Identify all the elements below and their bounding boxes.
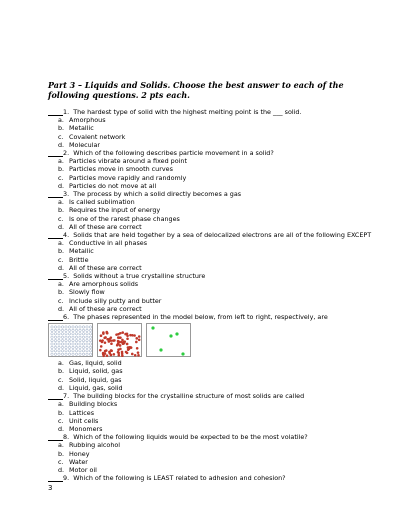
option: c. Brittle bbox=[58, 255, 89, 264]
particle bbox=[61, 333, 63, 335]
particle bbox=[108, 351, 111, 354]
particle bbox=[135, 341, 138, 344]
particle bbox=[89, 340, 91, 342]
answer-blank[interactable] bbox=[48, 109, 63, 116]
answer-blank[interactable] bbox=[48, 232, 63, 239]
option: c. Include silly putty and butter bbox=[58, 296, 162, 305]
particle bbox=[72, 329, 74, 331]
particle bbox=[65, 340, 67, 342]
particle bbox=[181, 353, 184, 356]
option: d. Liquid, gas, solid bbox=[58, 383, 123, 392]
particle bbox=[54, 336, 56, 338]
question-2: 2. Which of the following describes particle movement in a solid? bbox=[48, 149, 378, 157]
particle bbox=[58, 329, 60, 331]
particle bbox=[54, 343, 56, 345]
particle bbox=[118, 337, 121, 340]
particle bbox=[119, 332, 122, 335]
particle bbox=[131, 353, 134, 356]
option: d. All of these are correct bbox=[58, 304, 142, 313]
answer-blank[interactable] bbox=[48, 475, 63, 482]
particle bbox=[89, 346, 91, 348]
particle bbox=[61, 343, 63, 345]
question-1: 1. The hardest type of solid with the highest melting point is the ___ solid. bbox=[48, 108, 378, 116]
particle bbox=[54, 346, 56, 348]
particle bbox=[112, 340, 115, 343]
particle bbox=[82, 340, 84, 342]
particle bbox=[51, 340, 53, 342]
particle bbox=[75, 350, 77, 352]
option: d. All of these are correct bbox=[58, 263, 142, 272]
question-9: 9. Which of the following is LEAST related to adhesion and cohesion? bbox=[48, 474, 378, 482]
answer-blank[interactable] bbox=[48, 150, 63, 157]
particle bbox=[86, 326, 88, 328]
particle bbox=[75, 346, 77, 348]
option: c. Solid, liquid, gas bbox=[58, 375, 122, 384]
particle bbox=[72, 336, 74, 338]
particle bbox=[61, 329, 63, 331]
particle bbox=[175, 333, 178, 336]
gas-phase-box bbox=[146, 323, 191, 357]
particle bbox=[79, 336, 81, 338]
particle bbox=[58, 333, 60, 335]
particle bbox=[125, 351, 128, 354]
particle bbox=[121, 355, 124, 358]
particle bbox=[58, 353, 60, 355]
particle bbox=[51, 353, 53, 355]
particle bbox=[82, 343, 84, 345]
option: a. Particles vibrate around a fixed point bbox=[58, 157, 187, 166]
particle bbox=[82, 346, 84, 348]
option: d. Motor oil bbox=[58, 465, 97, 474]
particle bbox=[82, 336, 84, 338]
particle bbox=[61, 350, 63, 352]
particle bbox=[89, 326, 91, 328]
particle bbox=[104, 350, 107, 353]
option: b. Liquid, solid, gas bbox=[58, 367, 123, 376]
particle bbox=[124, 333, 127, 336]
particle bbox=[86, 350, 88, 352]
particle bbox=[102, 355, 105, 358]
particle bbox=[86, 346, 88, 348]
particle bbox=[117, 340, 120, 343]
option: c. Particles move rapidly and randomly bbox=[58, 173, 187, 182]
question-8: 8. Which of the following liquids would be expected to be the most volatile? bbox=[48, 433, 378, 441]
particle bbox=[72, 333, 74, 335]
option: a. Are amorphous solids bbox=[58, 280, 139, 289]
option: a. Conductive in all phases bbox=[58, 239, 148, 248]
option: a. Building blocks bbox=[58, 400, 118, 409]
particle bbox=[61, 336, 63, 338]
option: a. Gas, liquid, solid bbox=[58, 359, 122, 368]
option: d. Molecular bbox=[58, 140, 101, 149]
particle bbox=[58, 336, 60, 338]
particle bbox=[68, 343, 70, 345]
particle bbox=[86, 336, 88, 338]
particle bbox=[169, 335, 172, 338]
particle bbox=[51, 336, 53, 338]
particle bbox=[104, 353, 107, 356]
phase-model-figure bbox=[48, 323, 378, 357]
particle bbox=[75, 333, 77, 335]
particle bbox=[61, 346, 63, 348]
particle bbox=[75, 353, 77, 355]
particle bbox=[75, 336, 77, 338]
section-header: Part 3 – Liquids and Solids. Choose the best answer to each of the following questions. 2 pts each. bbox=[48, 80, 344, 100]
particle bbox=[51, 326, 53, 328]
particle bbox=[89, 329, 91, 331]
particle bbox=[105, 331, 108, 334]
particle bbox=[72, 340, 74, 342]
option: a. Is called sublimation bbox=[58, 198, 135, 207]
page-number: 3 bbox=[48, 484, 53, 492]
particle bbox=[82, 333, 84, 335]
particle bbox=[58, 343, 60, 345]
particle bbox=[110, 340, 113, 343]
particle bbox=[100, 345, 103, 348]
liquid-particles bbox=[98, 324, 143, 358]
option: c. Unit cells bbox=[58, 416, 99, 425]
particle bbox=[99, 349, 102, 352]
particle bbox=[54, 340, 56, 342]
answer-blank[interactable] bbox=[48, 191, 63, 198]
particle bbox=[79, 340, 81, 342]
particle bbox=[137, 354, 140, 357]
particle bbox=[82, 350, 84, 352]
particle bbox=[65, 353, 67, 355]
option: d. All of these are correct bbox=[58, 222, 142, 231]
particle bbox=[68, 336, 70, 338]
answer-blank[interactable] bbox=[48, 393, 63, 400]
option: b. Slowly flow bbox=[58, 288, 105, 297]
particle bbox=[61, 326, 63, 328]
particle bbox=[79, 350, 81, 352]
particle bbox=[51, 346, 53, 348]
particle bbox=[54, 353, 56, 355]
particle bbox=[51, 329, 53, 331]
question-6: 6. The phases represented in the model below, from left to right, respectively, are bbox=[48, 313, 378, 321]
particle bbox=[51, 343, 53, 345]
particle bbox=[86, 340, 88, 342]
particle bbox=[86, 333, 88, 335]
particle bbox=[79, 346, 81, 348]
option: a. Amorphous bbox=[58, 116, 106, 125]
particle bbox=[121, 332, 124, 335]
particle bbox=[65, 343, 67, 345]
particle bbox=[128, 346, 131, 349]
particle bbox=[117, 352, 120, 355]
particle bbox=[72, 353, 74, 355]
solid-phase-box bbox=[48, 323, 93, 357]
particle bbox=[106, 338, 109, 341]
particle bbox=[79, 343, 81, 345]
particle bbox=[89, 353, 91, 355]
option: d. Particles do not move at all bbox=[58, 181, 157, 190]
option: b. Honey bbox=[58, 449, 90, 458]
particle bbox=[51, 350, 53, 352]
particle bbox=[113, 353, 116, 356]
particle bbox=[68, 350, 70, 352]
particle bbox=[119, 348, 122, 351]
option: c. Water bbox=[58, 457, 88, 466]
particle bbox=[68, 326, 70, 328]
question-5: 5. Solids without a true crystalline structure bbox=[48, 272, 378, 280]
particle bbox=[159, 349, 162, 352]
answer-blank[interactable] bbox=[48, 314, 63, 321]
particle bbox=[82, 329, 84, 331]
particle bbox=[135, 337, 138, 340]
particle bbox=[68, 346, 70, 348]
answer-blank[interactable] bbox=[48, 434, 63, 441]
option: b. Metallic bbox=[58, 124, 94, 133]
particle bbox=[104, 336, 107, 339]
question-4: 4. Solids that are held together by a sea of delocalized electrons are all of the following EXCEPT bbox=[48, 231, 378, 239]
particle bbox=[110, 343, 113, 346]
particle bbox=[106, 355, 109, 358]
particle bbox=[58, 326, 60, 328]
particle bbox=[72, 346, 74, 348]
option: a. Rubbing alcohol bbox=[58, 441, 121, 450]
particle bbox=[79, 353, 81, 355]
particle bbox=[61, 353, 63, 355]
particle bbox=[131, 334, 134, 337]
particle bbox=[79, 326, 81, 328]
particle bbox=[126, 335, 129, 338]
gas-particles bbox=[147, 324, 192, 358]
particle bbox=[126, 338, 129, 341]
particle bbox=[104, 342, 107, 345]
particle bbox=[89, 336, 91, 338]
option: c. Covalent network bbox=[58, 132, 126, 141]
particle bbox=[54, 350, 56, 352]
particle bbox=[86, 353, 88, 355]
particle bbox=[137, 352, 140, 355]
particle bbox=[82, 326, 84, 328]
option: b. Metallic bbox=[58, 247, 94, 256]
particle bbox=[68, 353, 70, 355]
option: b. Particles move in smooth curves bbox=[58, 165, 173, 174]
particle bbox=[101, 340, 104, 343]
question-3: 3. The process by which a solid directly becomes a gas bbox=[48, 190, 378, 198]
particle bbox=[86, 343, 88, 345]
particle bbox=[138, 336, 141, 339]
particle bbox=[65, 333, 67, 335]
particle bbox=[51, 333, 53, 335]
liquid-phase-box bbox=[97, 323, 142, 357]
particle bbox=[65, 326, 67, 328]
particle bbox=[65, 336, 67, 338]
particle bbox=[89, 343, 91, 345]
particle bbox=[79, 329, 81, 331]
particle bbox=[134, 354, 137, 357]
question-list bbox=[48, 108, 378, 482]
particle bbox=[61, 340, 63, 342]
particle bbox=[79, 333, 81, 335]
particle bbox=[138, 339, 141, 342]
particle bbox=[110, 354, 113, 357]
particle bbox=[89, 333, 91, 335]
particle bbox=[86, 329, 88, 331]
particle bbox=[54, 333, 56, 335]
particle bbox=[54, 326, 56, 328]
particle bbox=[65, 346, 67, 348]
particle bbox=[58, 340, 60, 342]
particle bbox=[75, 329, 77, 331]
particle bbox=[68, 329, 70, 331]
particle bbox=[65, 329, 67, 331]
particle bbox=[82, 353, 84, 355]
particle bbox=[72, 343, 74, 345]
particle bbox=[136, 347, 139, 350]
particle bbox=[99, 340, 102, 343]
particle bbox=[75, 326, 77, 328]
question-7: 7. The building blocks for the crystalline structure of most solids are called bbox=[48, 392, 378, 400]
particle bbox=[68, 333, 70, 335]
particle bbox=[100, 335, 103, 338]
particle bbox=[54, 329, 56, 331]
particle bbox=[58, 346, 60, 348]
particle bbox=[120, 341, 123, 344]
option: c. Is one of the rarest phase changes bbox=[58, 214, 180, 223]
particle bbox=[75, 340, 77, 342]
particle bbox=[58, 350, 60, 352]
option: b. Lattices bbox=[58, 408, 95, 417]
particle bbox=[72, 326, 74, 328]
answer-blank[interactable] bbox=[48, 273, 63, 280]
particle bbox=[117, 354, 120, 357]
particle bbox=[72, 350, 74, 352]
particle bbox=[123, 342, 126, 345]
solid-particles bbox=[49, 324, 94, 358]
option: d. Monomers bbox=[58, 424, 103, 433]
particle bbox=[126, 343, 129, 346]
particle bbox=[115, 334, 118, 337]
option: b. Requires the input of energy bbox=[58, 206, 161, 215]
particle bbox=[102, 333, 105, 336]
particle bbox=[75, 343, 77, 345]
particle bbox=[151, 327, 154, 330]
particle bbox=[68, 340, 70, 342]
particle bbox=[89, 350, 91, 352]
particle bbox=[65, 350, 67, 352]
